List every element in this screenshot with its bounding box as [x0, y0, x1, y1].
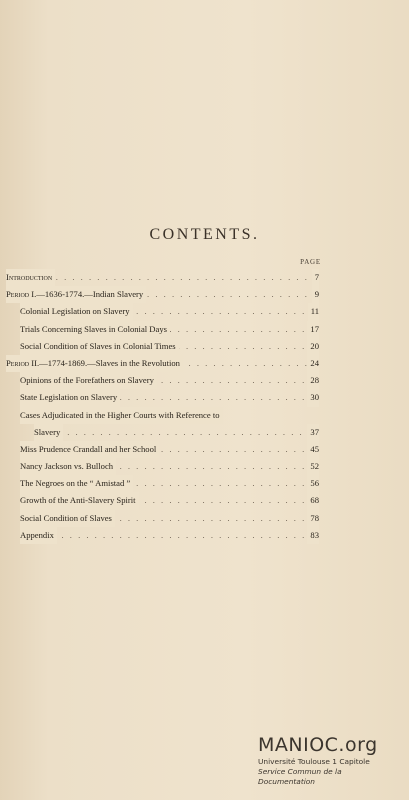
manioc-brand: MANIOC.org: [258, 734, 378, 756]
contents-heading: CONTENTS.: [149, 226, 260, 243]
toc-entry-page: 17: [307, 321, 319, 338]
toc-entry-title: [20, 407, 223, 424]
toc-entry-title: [6, 269, 55, 286]
table-of-contents: [6, 269, 319, 544]
toc-entry: [6, 286, 319, 303]
toc-entry: [6, 269, 319, 286]
toc-entry-page: 56: [307, 475, 319, 492]
toc-entry-title: [20, 441, 159, 458]
toc-entry-text: Slavery: [34, 426, 61, 437]
manioc-logo: [258, 735, 398, 787]
toc-entry-page: 45: [307, 441, 319, 458]
toc-entry-title: [6, 355, 183, 372]
toc-entry-text: Social Condition of Slaves in Colonial Times: [20, 340, 176, 351]
toc-entry-text: The Negroes on the “ Amistad ”: [20, 478, 131, 489]
toc-entry-title: [20, 303, 133, 320]
toc-entry: [6, 372, 319, 389]
toc-entry: [6, 407, 319, 424]
toc-entry: [6, 321, 319, 338]
toc-entry-page: 28: [307, 372, 319, 389]
toc-entry-title: [6, 286, 146, 303]
toc-entry-page: 30: [307, 389, 319, 406]
toc-entry-title: [20, 389, 120, 406]
toc-entry-title: [20, 372, 157, 389]
toc-entry-page: 20: [307, 338, 319, 355]
toc-entry-page: 37: [307, 424, 319, 441]
toc-entry-page: 24: [307, 355, 319, 372]
toc-entry-smallcaps: Introduction: [6, 272, 53, 282]
toc-entry: [6, 355, 319, 372]
toc-entry: [6, 510, 319, 527]
dot-leader: [20, 527, 307, 544]
toc-entry-text: Colonial Legislation on Slavery: [20, 306, 130, 317]
toc-entry: [6, 424, 319, 441]
toc-entry-text: Miss Prudence Crandall and her School: [20, 443, 157, 454]
toc-entry-text: Appendix: [20, 529, 54, 540]
page-column-label: PAGE: [300, 258, 321, 266]
toc-entry-page: 68: [307, 492, 319, 509]
toc-entry-page: 11: [308, 303, 319, 320]
toc-entry-text: Cases Adjudicated in the Higher Courts with Reference to: [20, 409, 220, 420]
toc-entry-title: [20, 492, 139, 509]
toc-entry-title: [20, 527, 57, 544]
toc-entry: [6, 475, 319, 492]
toc-entry-title: [20, 475, 133, 492]
toc-entry: [6, 338, 319, 355]
toc-entry-title: [20, 321, 170, 338]
toc-entry: [6, 527, 319, 544]
toc-entry-title: [34, 424, 63, 441]
toc-entry-title: [20, 510, 115, 527]
toc-entry-page: 83: [307, 527, 319, 544]
toc-entry-title: [20, 458, 116, 475]
toc-entry-page: 7: [312, 269, 319, 286]
dot-leader: [34, 424, 307, 441]
toc-entry-text: Opinions of the Forefathers on Slavery: [20, 375, 154, 386]
toc-entry-text: Social Condition of Slaves: [20, 512, 112, 523]
service-name: Service Commun de la Documentation: [258, 767, 342, 786]
toc-entry-text: Nancy Jackson vs. Bulloch: [20, 461, 114, 472]
toc-entry: [6, 492, 319, 509]
toc-entry-text: State Legislation on Slavery: [20, 392, 118, 403]
toc-entry-smallcaps: Period: [6, 357, 30, 368]
toc-entry-page: 78: [307, 510, 319, 527]
toc-entry: [6, 389, 319, 406]
toc-entry: [6, 458, 319, 475]
toc-entry-smallcaps: Period: [6, 289, 30, 300]
toc-entry-text: II.—1774-1869.—Slaves in the Revolution: [29, 357, 180, 368]
toc-entry-text: Growth of the Anti-Slavery Spirit: [20, 495, 136, 506]
toc-entry-page: 9: [312, 286, 319, 303]
university-name: Université Toulouse 1 Capitole: [258, 757, 370, 766]
toc-entry-title: [20, 338, 179, 355]
toc-entry-page: 52: [307, 458, 319, 475]
toc-entry: [6, 441, 319, 458]
toc-entry-text: Trials Concerning Slaves in Colonial Days: [20, 323, 167, 334]
toc-entry: [6, 303, 319, 320]
toc-entry-text: I.—1636-1774.—Indian Slavery: [29, 289, 144, 300]
